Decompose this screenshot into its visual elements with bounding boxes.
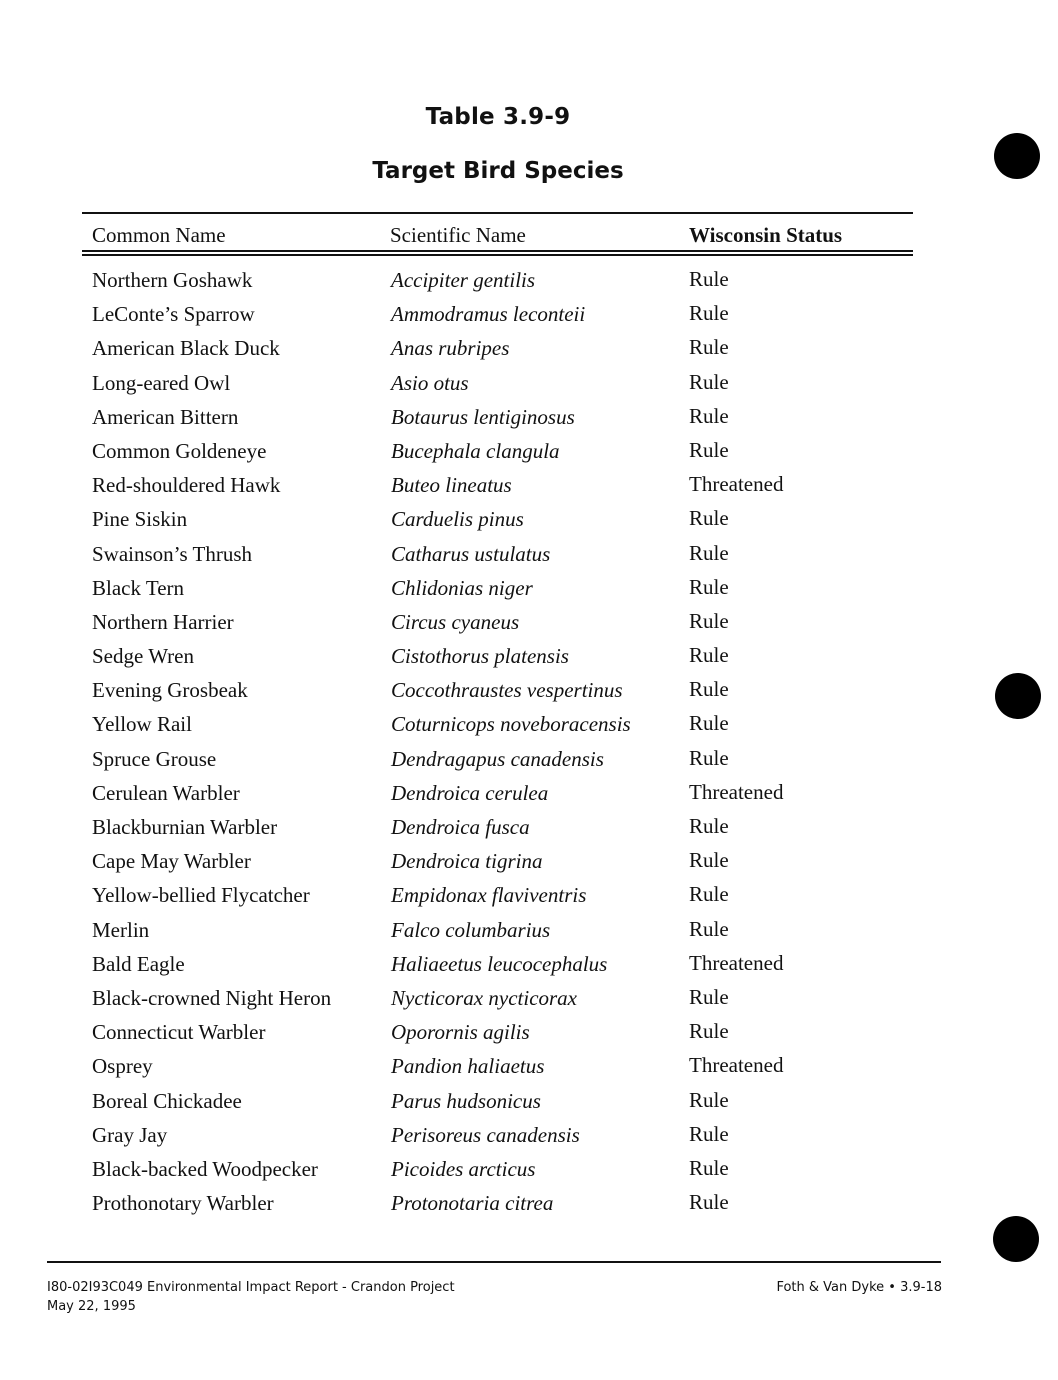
- header-wisconsin-status: Wisconsin Status: [689, 223, 843, 247]
- scientific-name-cell: Picoides arcticus: [391, 1156, 536, 1181]
- table-row: [82, 1186, 913, 1220]
- table-row: [82, 571, 913, 605]
- scientific-name-cell: Dendroica tigrina: [391, 849, 543, 874]
- scientific-name-cell: Oporornis agilis: [391, 1020, 530, 1045]
- table-row: [82, 1084, 913, 1118]
- status-cell: Rule: [689, 369, 729, 394]
- punch-hole: [993, 1216, 1039, 1262]
- status-cell: Rule: [689, 437, 729, 462]
- table-row: [82, 468, 913, 502]
- common-name-cell: Black-crowned Night Heron: [92, 985, 332, 1010]
- common-name-cell: Yellow-bellied Flycatcher: [92, 883, 310, 908]
- common-name-cell: Osprey: [92, 1054, 153, 1079]
- footer-page-number: Foth & Van Dyke • 3.9-18: [776, 1280, 942, 1295]
- common-name-cell: Black-backed Woodpecker: [92, 1156, 318, 1181]
- status-cell: Rule: [689, 882, 729, 907]
- table-row: [82, 1118, 913, 1152]
- punch-hole: [995, 673, 1041, 719]
- status-cell: Rule: [689, 574, 729, 599]
- bird-species-table: [82, 212, 913, 1220]
- table-row: [82, 537, 913, 571]
- scientific-name-cell: Parus hudsonicus: [391, 1088, 541, 1113]
- footer-report-id: I80-02I93C049 Environmental Impact Report - Crandon Project: [47, 1280, 455, 1295]
- common-name-cell: Pine Siskin: [92, 507, 188, 532]
- common-name-cell: Cerulean Warbler: [92, 780, 240, 805]
- table-body: [82, 263, 913, 1220]
- table-row: [82, 776, 913, 810]
- common-name-cell: Common Goldeneye: [92, 438, 267, 463]
- status-cell: Rule: [689, 848, 729, 873]
- table-row: [82, 639, 913, 673]
- status-cell: Rule: [689, 335, 729, 360]
- table-header-row: [82, 214, 913, 250]
- table-row: [82, 434, 913, 468]
- status-cell: Rule: [689, 643, 729, 668]
- common-name-cell: LeConte’s Sparrow: [92, 302, 255, 327]
- common-name-cell: Northern Harrier: [92, 609, 234, 634]
- common-name-cell: Long-eared Owl: [92, 370, 231, 395]
- status-cell: Threatened: [689, 1053, 784, 1078]
- common-name-cell: Gray Jay: [92, 1122, 168, 1147]
- status-cell: Rule: [689, 711, 729, 736]
- scientific-name-cell: Bucephala clangula: [391, 438, 560, 463]
- status-cell: Rule: [689, 984, 729, 1009]
- common-name-cell: Boreal Chickadee: [92, 1088, 242, 1113]
- table-row: [82, 878, 913, 912]
- common-name-cell: Evening Grosbeak: [92, 678, 248, 703]
- table-row: [82, 297, 913, 331]
- scientific-name-cell: Dendroica fusca: [391, 815, 530, 839]
- table-row: [82, 1015, 913, 1049]
- table-row: [82, 263, 913, 297]
- table-subtitle: Target Bird Species: [372, 158, 624, 184]
- table-title: Table 3.9-9: [425, 104, 571, 130]
- scientific-name-cell: Chlidonias niger: [391, 575, 533, 600]
- scientific-name-cell: Pandion haliaetus: [391, 1054, 545, 1079]
- table-header-double-rule: [82, 250, 913, 256]
- common-name-cell: Black Tern: [92, 575, 185, 600]
- table-row: [82, 947, 913, 981]
- scientific-name-cell: Asio otus: [391, 370, 469, 395]
- status-cell: Rule: [689, 301, 729, 326]
- common-name-cell: Blackburnian Warbler: [92, 815, 278, 839]
- common-name-cell: Merlin: [92, 917, 150, 942]
- punch-hole: [994, 133, 1040, 179]
- scientific-name-cell: Carduelis pinus: [391, 507, 524, 532]
- status-cell: Rule: [689, 1190, 729, 1215]
- status-cell: Threatened: [689, 779, 784, 804]
- scientific-name-cell: Cistothorus platensis: [391, 644, 569, 669]
- status-cell: Rule: [689, 1155, 729, 1180]
- scientific-name-cell: Catharus ustulatus: [391, 541, 551, 566]
- table-row: [82, 366, 913, 400]
- status-cell: Threatened: [689, 472, 784, 497]
- scientific-name-cell: Accipiter gentilis: [391, 268, 536, 292]
- status-cell: Rule: [689, 267, 729, 291]
- table-row: [82, 707, 913, 741]
- table-row: [82, 810, 913, 844]
- common-name-cell: Red-shouldered Hawk: [92, 473, 281, 498]
- scientific-name-cell: Coccothraustes vespertinus: [391, 678, 623, 703]
- common-name-cell: Yellow Rail: [92, 712, 192, 737]
- status-cell: Rule: [689, 1121, 729, 1146]
- scientific-name-cell: Haliaeetus leucocephalus: [391, 951, 608, 976]
- table-row: [82, 331, 913, 365]
- status-cell: Threatened: [689, 950, 784, 975]
- table-row: [82, 400, 913, 434]
- scientific-name-cell: Botaurus lentiginosus: [391, 404, 575, 429]
- status-cell: Rule: [689, 916, 729, 941]
- status-cell: Rule: [689, 814, 729, 838]
- common-name-cell: Prothonotary Warbler: [92, 1191, 274, 1216]
- status-cell: Rule: [689, 506, 729, 531]
- scientific-name-cell: Perisoreus canadensis: [391, 1122, 580, 1147]
- footer-date: May 22, 1995: [47, 1299, 136, 1314]
- table-row: [82, 605, 913, 639]
- table-row: [82, 1152, 913, 1186]
- common-name-cell: Connecticut Warbler: [92, 1020, 266, 1045]
- scientific-name-cell: Dendroica cerulea: [391, 780, 549, 805]
- scientific-name-cell: Buteo lineatus: [391, 473, 512, 498]
- status-cell: Rule: [689, 677, 729, 702]
- status-cell: Rule: [689, 1019, 729, 1044]
- status-cell: Rule: [689, 403, 729, 428]
- scientific-name-cell: Dendragapus canadensis: [391, 746, 604, 771]
- status-cell: Rule: [689, 745, 729, 770]
- footer-rule: [47, 1261, 941, 1263]
- scientific-name-cell: Empidonax flaviventris: [391, 883, 587, 908]
- scientific-name-cell: Coturnicops noveboracensis: [391, 712, 631, 737]
- common-name-cell: Spruce Grouse: [92, 746, 217, 771]
- scientific-name-cell: Anas rubripes: [391, 336, 510, 361]
- table-row: [82, 913, 913, 947]
- common-name-cell: Cape May Warbler: [92, 849, 251, 874]
- table-row: [82, 502, 913, 536]
- common-name-cell: Sedge Wren: [92, 644, 194, 669]
- common-name-cell: Swainson’s Thrush: [92, 541, 253, 566]
- table-row: [82, 742, 913, 776]
- table-row: [82, 1049, 913, 1083]
- status-cell: Rule: [689, 608, 729, 633]
- common-name-cell: Northern Goshawk: [92, 268, 253, 292]
- status-cell: Rule: [689, 1087, 729, 1112]
- header-scientific-name: Scientific Name: [390, 223, 526, 247]
- scientific-name-cell: Circus cyaneus: [391, 609, 520, 634]
- header-common-name: Common Name: [92, 223, 226, 247]
- scientific-name-cell: Ammodramus leconteii: [391, 302, 586, 327]
- table-row: [82, 981, 913, 1015]
- scientific-name-cell: Protonotaria citrea: [391, 1191, 554, 1216]
- table-row: [82, 673, 913, 707]
- common-name-cell: American Black Duck: [92, 336, 280, 361]
- scientific-name-cell: Falco columbarius: [391, 917, 551, 942]
- status-cell: Rule: [689, 540, 729, 565]
- scientific-name-cell: Nycticorax nycticorax: [391, 985, 578, 1010]
- common-name-cell: Bald Eagle: [92, 951, 185, 976]
- common-name-cell: American Bittern: [92, 404, 239, 429]
- table-row: [82, 844, 913, 878]
